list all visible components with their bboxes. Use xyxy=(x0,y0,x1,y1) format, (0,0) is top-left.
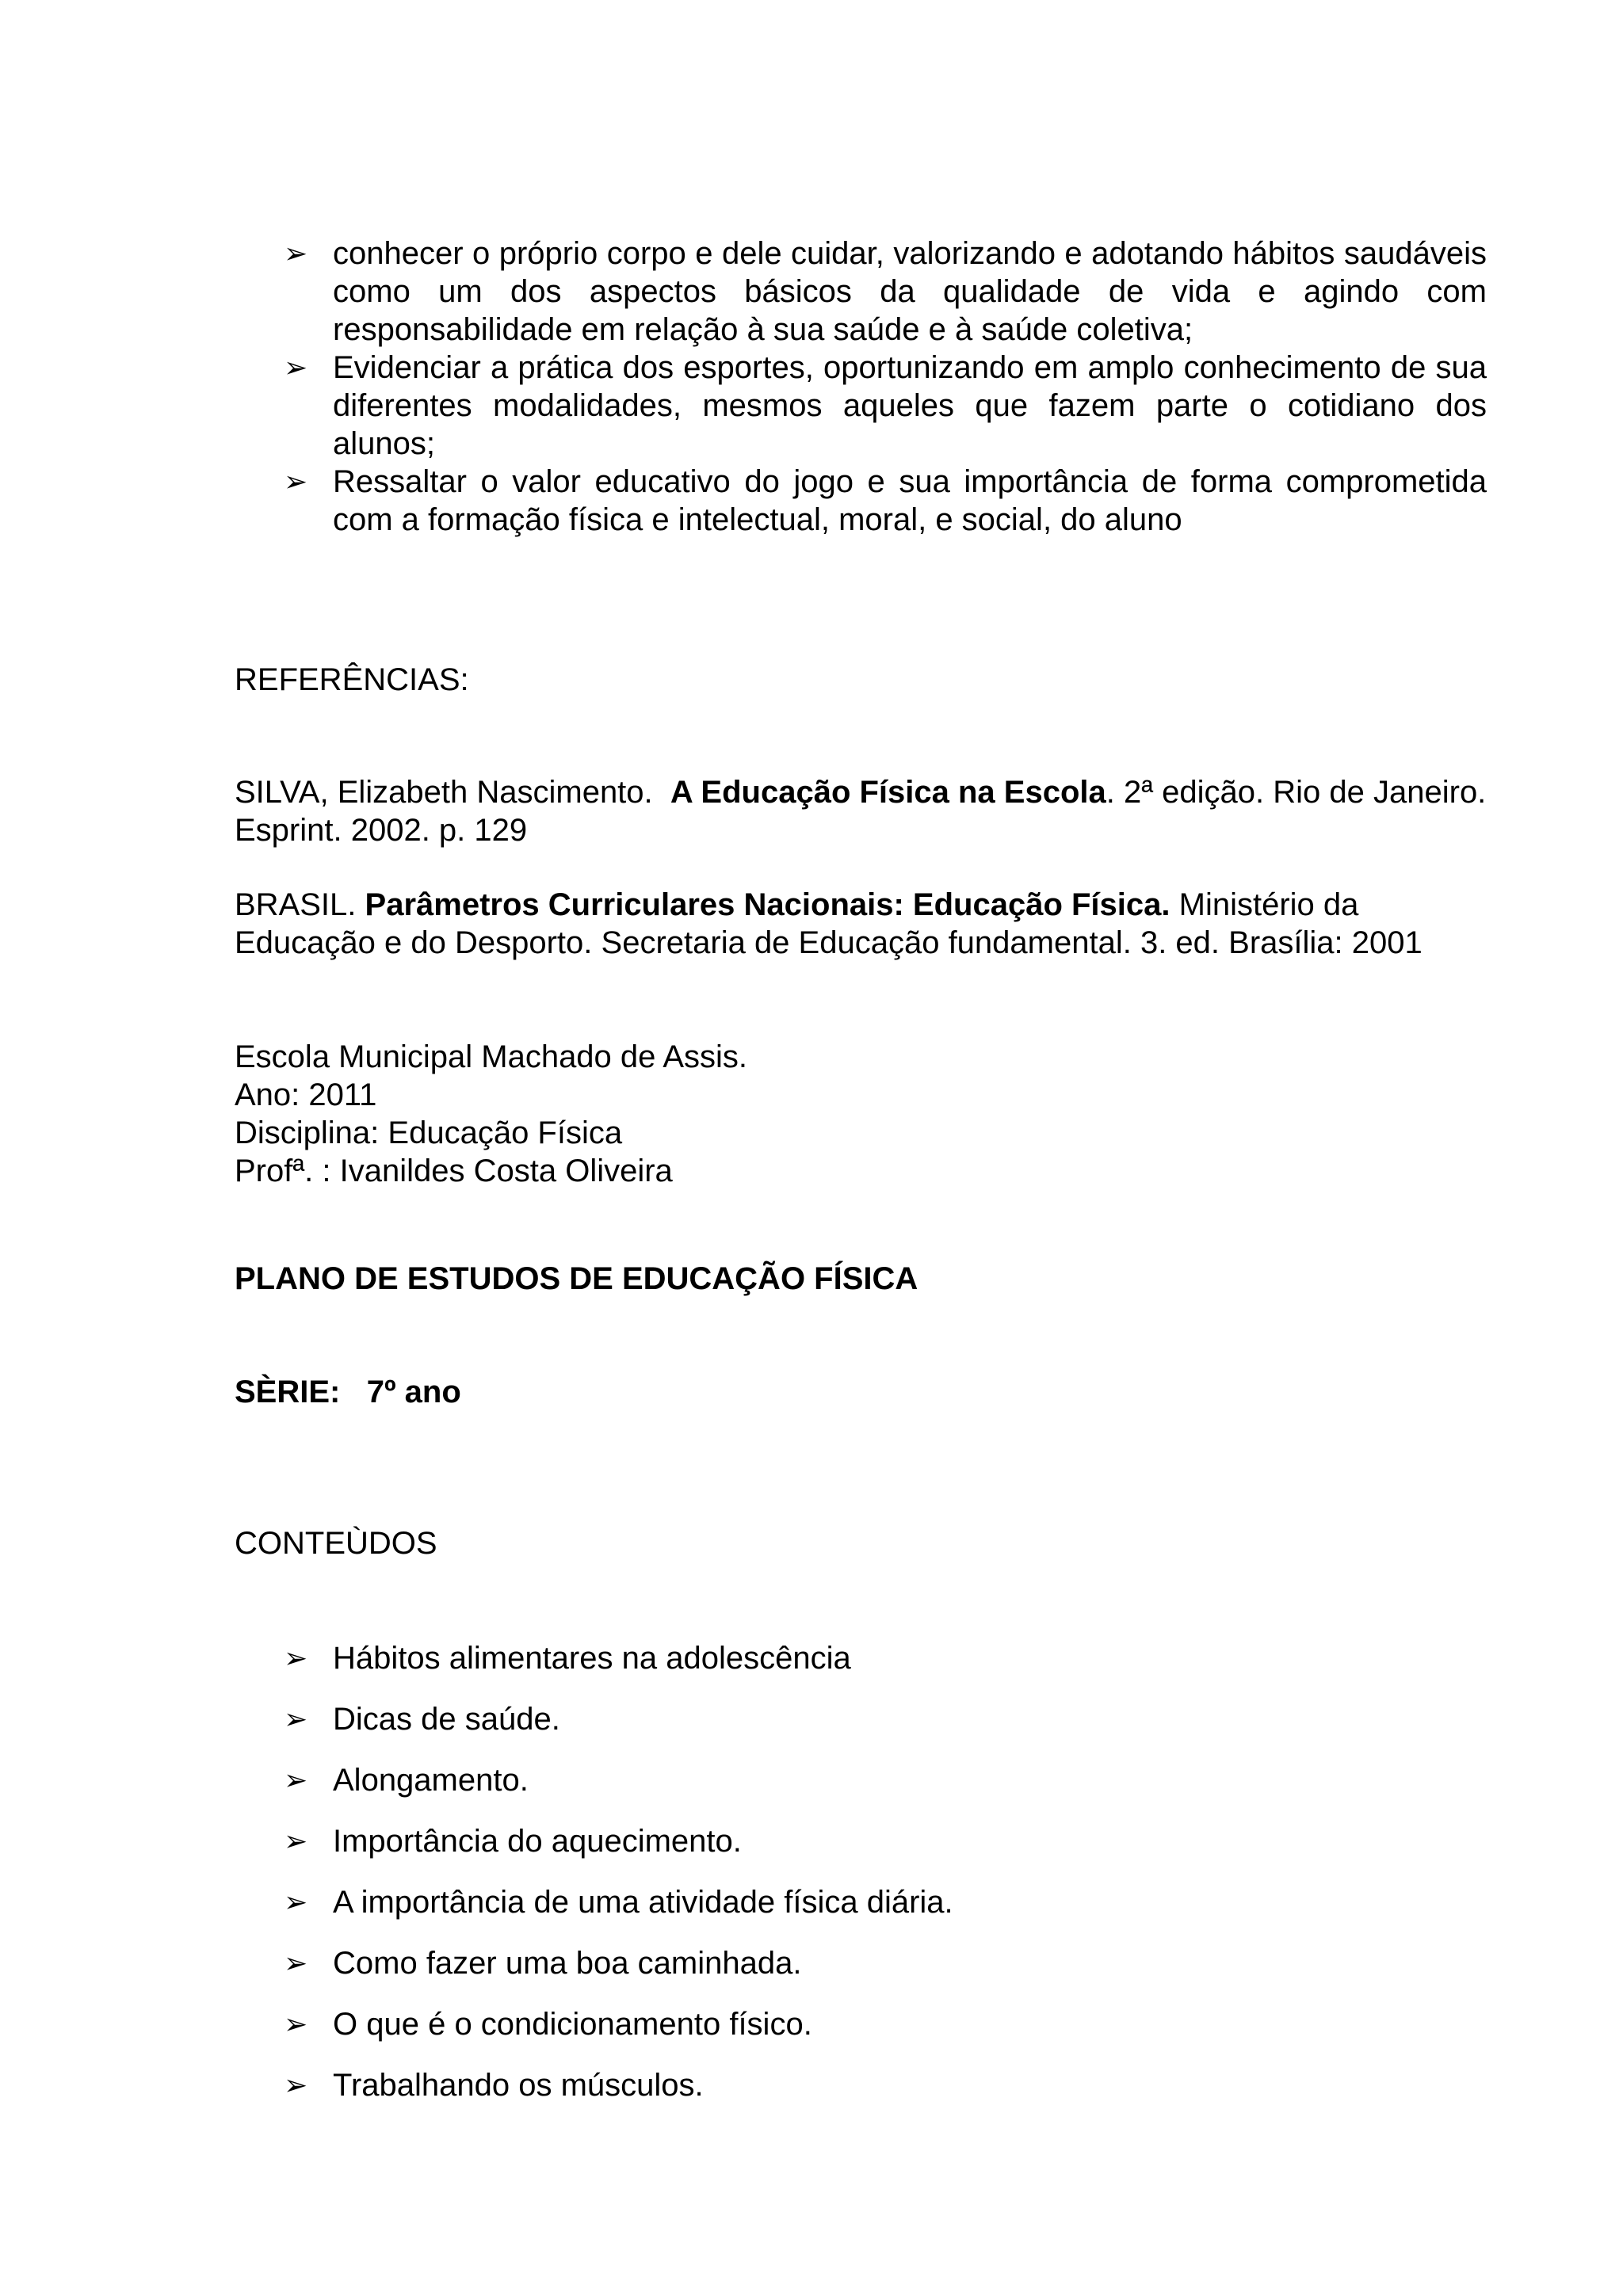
reference-entry xyxy=(235,886,1487,962)
reference-title: A Educação Física na Escola xyxy=(670,775,1106,810)
objective-text: Ressaltar o valor educativo do jogo e sua importância de forma comprometida com a formação física e intelectual, moral, e social, do aluno xyxy=(333,464,1487,537)
arrowhead-bullet-icon: ➢ xyxy=(284,2008,308,2040)
arrowhead-bullet-icon: ➢ xyxy=(284,465,308,498)
arrowhead-bullet-icon: ➢ xyxy=(284,237,308,269)
content-text: Como fazer uma boa caminhada. xyxy=(333,1946,802,1981)
content-text: A importância de uma atividade física diária. xyxy=(333,1885,953,1920)
content-item xyxy=(235,1883,1487,1944)
content-text: Dicas de saúde. xyxy=(333,1702,560,1737)
reference-author: BRASIL. xyxy=(235,887,365,922)
arrowhead-bullet-icon: ➢ xyxy=(284,1703,308,1735)
reference-title: Parâmetros Curriculares Nacionais: Educação Física. xyxy=(365,887,1170,922)
school-subject: Disciplina: Educação Física xyxy=(235,1116,623,1150)
arrowhead-bullet-icon: ➢ xyxy=(284,1886,308,1918)
content-text: Alongamento. xyxy=(333,1763,529,1798)
content-item xyxy=(235,2005,1487,2066)
objectives-list xyxy=(235,235,1487,539)
objective-item xyxy=(235,349,1487,463)
content-text: Importância do aquecimento. xyxy=(333,1824,742,1859)
content-text: Trabalhando os músculos. xyxy=(333,2068,704,2103)
arrowhead-bullet-icon: ➢ xyxy=(284,351,308,383)
arrowhead-bullet-icon: ➢ xyxy=(284,1764,308,1796)
objective-text: Evidenciar a prática dos esportes, oportunizando em amplo conhecimento de sua diferentes modalidades, mesmos aqueles que fazem parte o cotidiano dos alunos; xyxy=(333,350,1487,461)
content-text: O que é o condicionamento físico. xyxy=(333,2007,812,2042)
arrowhead-bullet-icon: ➢ xyxy=(284,1947,308,1979)
reference-entry xyxy=(235,773,1487,849)
arrowhead-bullet-icon: ➢ xyxy=(284,2069,308,2101)
references-heading: REFERÊNCIAS: xyxy=(235,662,469,697)
contents-list xyxy=(235,1639,1487,2127)
content-item xyxy=(235,1639,1487,1700)
content-item xyxy=(235,1944,1487,2005)
reference-text xyxy=(235,773,1487,849)
content-item xyxy=(235,1761,1487,1822)
content-item xyxy=(235,1822,1487,1883)
objective-text: conhecer o próprio corpo e dele cuidar, valorizando e adotando hábitos saudáveis como um dos aspectos básicos da qualidade de vida e agindo com responsabilidade em relação à sua saúde e à saúde coletiva; xyxy=(333,236,1487,347)
reference-text xyxy=(235,886,1487,962)
arrowhead-bullet-icon: ➢ xyxy=(284,1642,308,1674)
reference-details: . 2ª edição. Rio de Janeiro. Esprint. 2002. p. 129 xyxy=(235,775,1487,848)
grade-label: SÈRIE: 7º ano xyxy=(235,1375,461,1409)
objective-item xyxy=(235,463,1487,539)
objective-item xyxy=(235,235,1487,349)
school-year: Ano: 2011 xyxy=(235,1077,377,1112)
school-info xyxy=(235,1038,1487,1190)
reference-details: Ministério da Educação e do Desporto. Secretaria de Educação fundamental. 3. ed. Brasília: 2001 xyxy=(235,887,1423,960)
plan-title: PLANO DE ESTUDOS DE EDUCAÇÃO FÍSICA xyxy=(235,1261,918,1296)
school-name: Escola Municipal Machado de Assis. xyxy=(235,1039,747,1074)
contents-heading: CONTEÙDOS xyxy=(235,1526,437,1561)
content-item xyxy=(235,2066,1487,2127)
arrowhead-bullet-icon: ➢ xyxy=(284,1825,308,1857)
content-item xyxy=(235,1700,1487,1761)
school-teacher: Profª. : Ivanildes Costa Oliveira xyxy=(235,1154,673,1188)
reference-author: SILVA, Elizabeth Nascimento. xyxy=(235,775,670,810)
content-text: Hábitos alimentares na adolescência xyxy=(333,1641,851,1676)
